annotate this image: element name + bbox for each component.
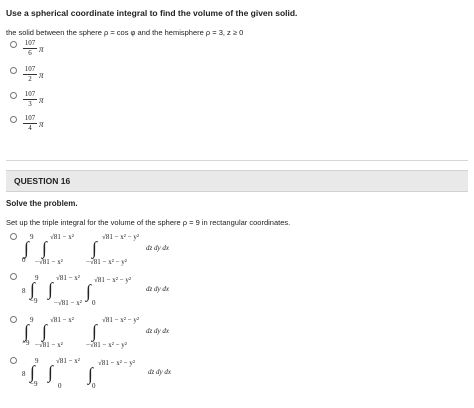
middle-upper-limit: √81 − x² bbox=[56, 274, 80, 282]
outer-upper-limit: 9 bbox=[35, 357, 39, 365]
middle-lower-limit: 0 bbox=[58, 382, 62, 390]
integral-sign: ∫ bbox=[24, 321, 29, 341]
option-c-expression bbox=[22, 313, 192, 351]
option-d-radio[interactable] bbox=[10, 116, 17, 123]
question-number: QUESTION 16 bbox=[14, 176, 71, 186]
inner-lower-limit: 0 bbox=[92, 382, 96, 390]
option-d-expression bbox=[22, 354, 192, 392]
integral-sign: ∫ bbox=[48, 362, 53, 382]
question-title: Use a spherical coordinate integral to find the volume of the given solid. bbox=[6, 8, 298, 18]
option-b-radio[interactable] bbox=[10, 67, 17, 74]
pi-symbol: π bbox=[39, 95, 44, 105]
option-d-radio[interactable] bbox=[10, 357, 17, 364]
option-a-expression bbox=[22, 230, 192, 268]
integral-sign: ∫ bbox=[24, 238, 29, 258]
option-c-fraction bbox=[23, 90, 37, 109]
fraction-numerator: 107 bbox=[24, 114, 36, 122]
differential: dz dy dx bbox=[148, 368, 171, 376]
middle-upper-limit: √81 − x² bbox=[50, 316, 74, 324]
option-a-radio[interactable] bbox=[10, 41, 17, 48]
fraction-numerator: 107 bbox=[24, 39, 36, 47]
question-heading: Solve the problem. bbox=[6, 199, 78, 208]
integral-sign: ∫ bbox=[30, 362, 35, 382]
differential: dz dy dx bbox=[146, 327, 169, 335]
inner-upper-limit: √81 − x² − y² bbox=[94, 276, 131, 284]
question-header bbox=[6, 170, 468, 192]
fraction-denominator: 2 bbox=[28, 75, 32, 83]
outer-upper-limit: 9 bbox=[30, 316, 34, 324]
coefficient: 8 bbox=[22, 287, 26, 295]
fraction-numerator: 107 bbox=[24, 90, 36, 98]
outer-lower-limit: 0 bbox=[22, 256, 26, 264]
option-c-radio[interactable] bbox=[10, 316, 17, 323]
integral-sign: ∫ bbox=[92, 321, 97, 341]
integral-sign: ∫ bbox=[48, 279, 53, 299]
fraction-denominator: 6 bbox=[28, 49, 32, 57]
integral-sign: ∫ bbox=[42, 321, 47, 341]
outer-upper-limit: 9 bbox=[35, 274, 39, 282]
coefficient: 8 bbox=[22, 370, 26, 378]
inner-lower-limit: 0 bbox=[92, 299, 96, 307]
outer-lower-limit: −9 bbox=[30, 380, 38, 388]
divider bbox=[6, 160, 468, 161]
question-prompt: the solid between the sphere ρ = cos φ and the hemisphere ρ = 3, z ≥ 0 bbox=[6, 28, 244, 37]
inner-upper-limit: √81 − x² − y² bbox=[102, 316, 139, 324]
option-b-expression bbox=[22, 271, 192, 309]
pi-symbol: π bbox=[39, 70, 44, 80]
outer-upper-limit: 9 bbox=[30, 233, 34, 241]
inner-lower-limit: −√81 − x² − y² bbox=[86, 341, 127, 349]
integral-sign: ∫ bbox=[86, 281, 91, 301]
fraction-numerator: 107 bbox=[24, 65, 36, 73]
integral-sign: ∫ bbox=[42, 238, 47, 258]
middle-lower-limit: −√81 − x² bbox=[35, 258, 63, 266]
pi-symbol: π bbox=[39, 119, 44, 129]
option-c-radio[interactable] bbox=[10, 92, 17, 99]
fraction-denominator: 3 bbox=[28, 100, 32, 108]
inner-upper-limit: √81 − x² − y² bbox=[98, 359, 135, 367]
option-d-fraction bbox=[23, 114, 37, 133]
inner-upper-limit: √81 − x² − y² bbox=[102, 233, 139, 241]
integral-sign: ∫ bbox=[30, 279, 35, 299]
middle-lower-limit: −√81 − x² bbox=[35, 341, 63, 349]
differential: dz dy dx bbox=[146, 244, 169, 252]
option-a-radio[interactable] bbox=[10, 233, 17, 240]
outer-lower-limit: −9 bbox=[22, 339, 30, 347]
option-b-radio[interactable] bbox=[10, 273, 17, 280]
outer-lower-limit: −9 bbox=[30, 297, 38, 305]
integral-sign: ∫ bbox=[92, 238, 97, 258]
question-prompt: Set up the triple integral for the volume of the sphere ρ = 9 in rectangular coordinates. bbox=[6, 218, 291, 227]
option-a-fraction bbox=[23, 39, 37, 58]
differential: dz dy dx bbox=[146, 285, 169, 293]
pi-symbol: π bbox=[39, 44, 44, 54]
middle-upper-limit: √81 − x² bbox=[56, 357, 80, 365]
integral-sign: ∫ bbox=[88, 364, 93, 384]
fraction-denominator: 4 bbox=[28, 124, 32, 132]
middle-lower-limit: −√81 − x² bbox=[54, 299, 82, 307]
middle-upper-limit: √81 − x² bbox=[50, 233, 74, 241]
option-b-fraction bbox=[23, 65, 37, 84]
inner-lower-limit: −√81 − x² − y² bbox=[86, 258, 127, 266]
